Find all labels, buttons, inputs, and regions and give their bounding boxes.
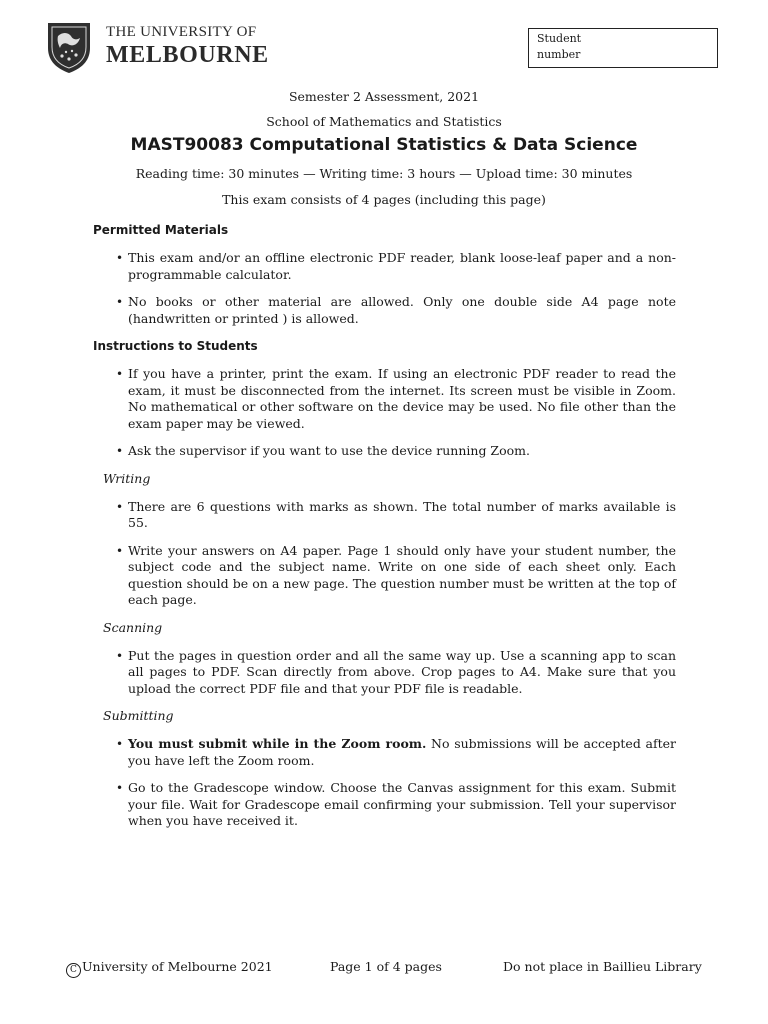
zoom-room-warning: You must submit while in the Zoom room.: [128, 736, 427, 751]
exam-page-count: This exam consists of 4 pages (including this page): [222, 192, 546, 207]
scanning-list: [93, 648, 676, 698]
list-item: • If you have a printer, print the exam. If using an electronic PDF reader to read the exam, it must be disconnected from the internet. Its screen must be visible in Zoom. No mathematical or other software on the device may be used. No file other than the exam paper may be viewed.: [93, 366, 676, 432]
writing-heading: Writing: [103, 470, 151, 486]
logo-line-2: MELBOURNE: [106, 42, 269, 68]
footer-copyright-text: University of Melbourne 2021: [82, 959, 273, 974]
list-item: [93, 736, 676, 769]
list-item: • There are 6 questions with marks as shown. The total number of marks available is 55.: [93, 499, 676, 532]
permitted-materials-heading: Permitted Materials: [93, 223, 229, 237]
instructions-body: [93, 222, 676, 841]
permitted-materials-list: [93, 250, 676, 327]
instructions-list: [93, 366, 676, 460]
semester-line: Semester 2 Assessment, 2021: [288, 89, 480, 104]
exam-title: MAST90083 Computational Statistics & Data Science: [130, 135, 638, 155]
submitting-heading: Submitting: [103, 708, 174, 723]
zoom-room-note: No submissions will be accepted after you have left the Zoom room.: [128, 736, 676, 768]
list-item: • No books or other material are allowed. Only one double side A4 page note (handwritten or printed ) is allowed.: [93, 294, 676, 327]
list-item: • This exam and/or an offline electronic PDF reader, blank loose-leaf paper and a non-programmable calculator.: [93, 250, 676, 283]
instructions-heading: Instructions to Students: [93, 339, 258, 353]
exam-times: Reading time: 30 minutes — Writing time: 3 hours — Upload time: 30 minutes: [135, 166, 633, 181]
submitting-list: [93, 736, 676, 830]
copyright-icon: C: [66, 963, 81, 978]
list-item: • Ask the supervisor if you want to use the device running Zoom.: [93, 443, 676, 460]
student-number-box[interactable]: [528, 28, 718, 68]
student-number-label-2: number: [537, 48, 581, 61]
list-item: • Go to the Gradescope window. Choose the Canvas assignment for this exam. Submit your file. Wait for Gradescope email confirming your submission. Tell your supervisor when you have received it.: [93, 780, 676, 830]
footer-page-number: Page 1 of 4 pages: [330, 959, 442, 974]
footer-copyright: [66, 959, 273, 978]
list-item: • Put the pages in question order and all the same way up. Use a scanning app to scan all pages to PDF. Scan directly from above. Crop pages to A4. Make sure that you upload the correct PDF file and that your PDF file is readable.: [93, 648, 676, 698]
crest-icon: [42, 20, 96, 74]
university-logo: [42, 20, 269, 74]
footer-library-note: Do not place in Baillieu Library: [503, 959, 702, 974]
student-number-label-1: Student: [537, 32, 582, 45]
logo-line-1: THE UNIVERSITY OF: [106, 24, 257, 40]
writing-list: [93, 499, 676, 609]
list-item: • Write your answers on A4 paper. Page 1 should only have your student number, the subject code and the subject name. Write on one side of each sheet only. Each question should be on a new page. The question number must be written at the top of each page.: [93, 543, 676, 609]
school-line: School of Mathematics and Statistics: [266, 114, 502, 129]
scanning-heading: Scanning: [103, 619, 163, 635]
